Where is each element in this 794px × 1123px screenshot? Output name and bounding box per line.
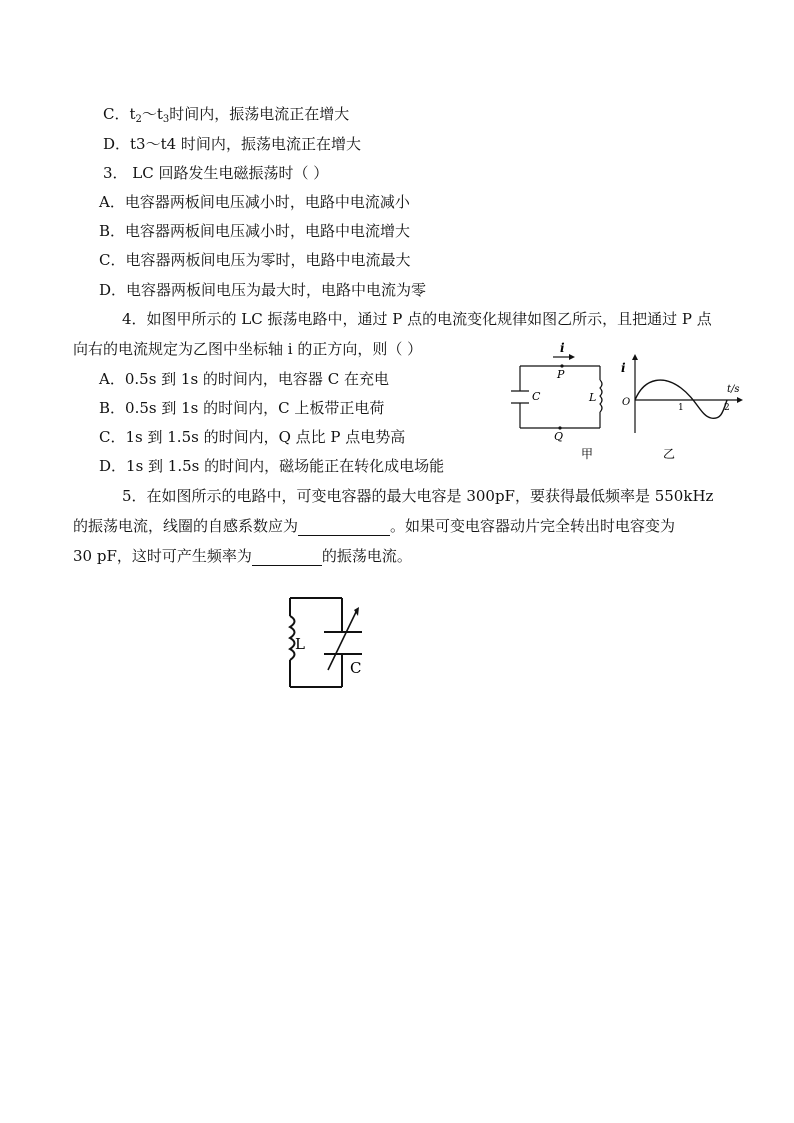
graph-label-1: 1 bbox=[678, 403, 684, 413]
current-arrow-icon bbox=[569, 354, 575, 360]
inductor-coil-icon bbox=[290, 616, 295, 660]
q4-option-a: A．0.5s 到 1s 的时间内，电容器 C 在充电 bbox=[99, 370, 389, 388]
label-p: P bbox=[557, 368, 565, 381]
label-q: Q bbox=[554, 430, 564, 443]
q5-label-l: L bbox=[295, 635, 305, 653]
graph-label-i: i bbox=[621, 361, 626, 375]
q2-option-d: D．t3～t4 时间内，振荡电流正在增大 bbox=[103, 135, 361, 153]
q2-option-c bbox=[103, 104, 349, 130]
q4-option-c: C．1s 到 1.5s 的时间内，Q 点比 P 点电势高 bbox=[99, 428, 406, 446]
answer-blank-frequency[interactable] bbox=[252, 549, 322, 566]
q5-line3-a: 30 pF，这时可产生频率为 bbox=[73, 547, 252, 565]
q3-option-c: C．电容器两板间电压为零时，电路中电流最大 bbox=[99, 251, 411, 269]
q4-stem-line1: 4．如图甲所示的 LC 振荡电路中，通过 P 点的电流变化规律如图乙所示，且把通过 P 点 bbox=[122, 310, 712, 328]
q4-stem-line2: 向右的电流规定为乙图中坐标轴 i 的正方向，则（ ） bbox=[73, 340, 423, 358]
q4-figure bbox=[505, 338, 755, 466]
current-time-graph bbox=[635, 360, 737, 433]
answer-blank-inductance[interactable] bbox=[298, 519, 390, 536]
graph-label-2: 2 bbox=[724, 403, 730, 413]
q5-figure bbox=[280, 588, 380, 693]
q2-option-c-sub2: 3 bbox=[162, 114, 170, 125]
label-c: C bbox=[532, 390, 541, 403]
q5-line2-a: 的振荡电流，线圈的自感系数应为 bbox=[73, 517, 299, 535]
q2-option-c-prefix: C．t bbox=[103, 105, 136, 123]
graph-label-ts: t/s bbox=[727, 384, 740, 395]
q4-option-d: D．1s 到 1.5s 的时间内，磁场能正在转化成电场能 bbox=[99, 457, 445, 475]
q2-option-c-mid: ～t bbox=[141, 105, 163, 123]
q5-line3-b: 的振荡电流。 bbox=[321, 547, 412, 565]
q5-line2 bbox=[73, 516, 675, 536]
t-axis-arrow-icon bbox=[737, 397, 743, 403]
q3-option-d: D．电容器两板间电压为最大时，电路中电流为零 bbox=[99, 281, 427, 299]
q2-option-c-sub1: 2 bbox=[135, 114, 142, 125]
label-l: L bbox=[589, 391, 597, 404]
q5-line3 bbox=[73, 546, 412, 566]
q3-stem: 3． LC 回路发生电磁振荡时（ ） bbox=[103, 164, 329, 182]
q5-label-c: C bbox=[350, 659, 362, 677]
graph-label-o: O bbox=[622, 397, 631, 408]
label-yi: 乙 bbox=[663, 447, 676, 461]
q4-option-b: B．0.5s 到 1s 的时间内，C 上板带正电荷 bbox=[99, 399, 385, 417]
q3-option-a: A．电容器两板间电压减小时，电路中电流减小 bbox=[99, 193, 410, 211]
q5-line2-b: 。如果可变电容器动片完全转出时电容变为 bbox=[390, 517, 676, 535]
i-axis-arrow-icon bbox=[632, 354, 638, 360]
q5-line1: 5．在如图所示的电路中，可变电容器的最大电容是 300pF，要获得最低频率是 550kHz bbox=[122, 487, 714, 505]
label-jia: 甲 bbox=[581, 447, 594, 461]
label-i: i bbox=[560, 341, 565, 355]
q3-option-b: B．电容器两板间电压减小时，电路中电流增大 bbox=[99, 222, 411, 240]
q2-option-c-suffix: 时间内，振荡电流正在增大 bbox=[169, 105, 350, 123]
